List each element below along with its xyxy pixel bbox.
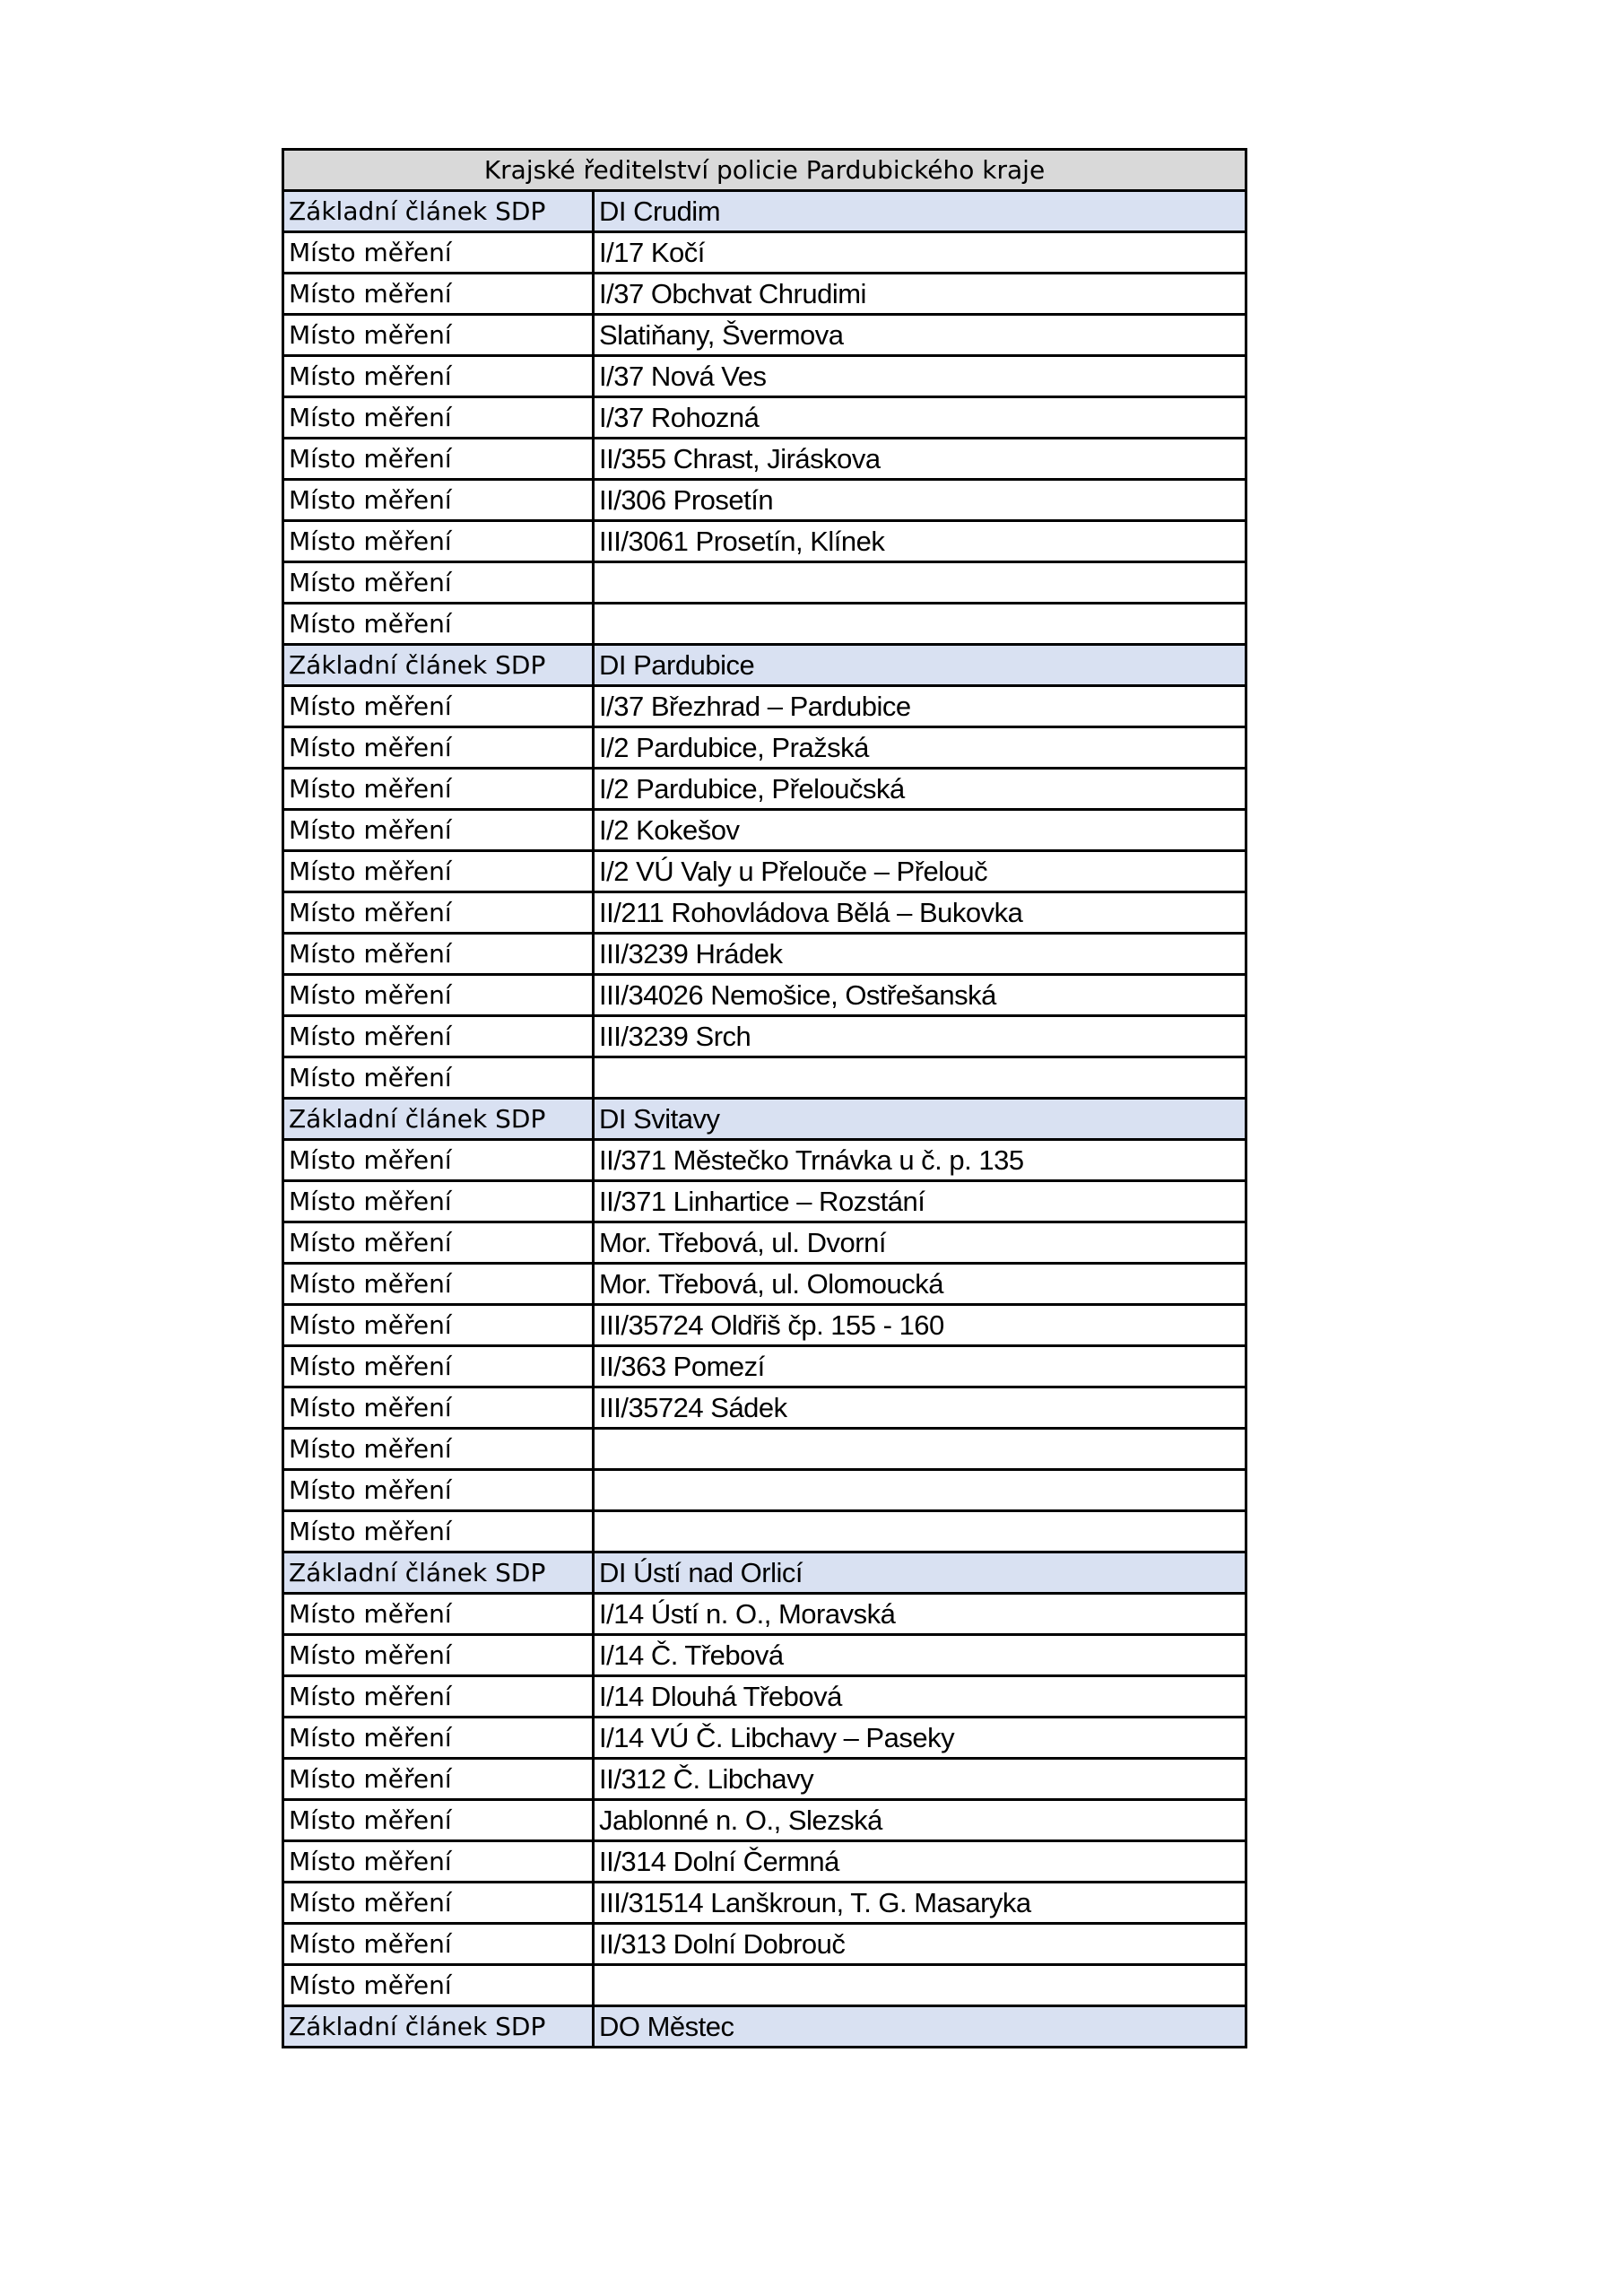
table-row bbox=[283, 1140, 1246, 1181]
row-value-cell: II/355 Chrast, Jiráskova bbox=[594, 439, 1246, 480]
table-row bbox=[283, 1264, 1246, 1305]
table-body bbox=[283, 150, 1246, 2048]
row-value-cell bbox=[594, 604, 1246, 645]
row-value-cell bbox=[594, 1511, 1246, 1552]
row-label-cell: Místo měření bbox=[283, 1057, 594, 1099]
row-label-cell: Místo měření bbox=[283, 1676, 594, 1718]
section-label-cell: Základní článek SDP bbox=[283, 1099, 594, 1140]
row-value-cell: I/37 Obchvat Chrudimi bbox=[594, 274, 1246, 315]
row-value-cell: III/3061 Prosetín, Klínek bbox=[594, 521, 1246, 562]
row-value-cell: I/14 Dlouhá Třebová bbox=[594, 1676, 1246, 1718]
row-label-cell: Místo měření bbox=[283, 562, 594, 604]
row-label-cell: Místo měření bbox=[283, 1470, 594, 1511]
row-label-cell: Místo měření bbox=[283, 810, 594, 851]
row-label-cell: Místo měření bbox=[283, 1346, 594, 1387]
row-label-cell: Místo měření bbox=[283, 1800, 594, 1841]
row-value-cell: Slatiňany, Švermova bbox=[594, 315, 1246, 356]
row-label-cell: Místo měření bbox=[283, 1965, 594, 2006]
row-value-cell bbox=[594, 1470, 1246, 1511]
section-name-cell: DO Městec bbox=[594, 2006, 1246, 2048]
row-value-cell bbox=[594, 1965, 1246, 2006]
row-label-cell: Místo měření bbox=[283, 1222, 594, 1264]
row-label-cell: Místo měření bbox=[283, 439, 594, 480]
table-row bbox=[283, 604, 1246, 645]
row-value-cell: I/37 Rohozná bbox=[594, 397, 1246, 439]
row-value-cell bbox=[594, 1057, 1246, 1099]
section-name-cell: DI Ústí nad Orlicí bbox=[594, 1552, 1246, 1594]
row-label-cell: Místo měření bbox=[283, 686, 594, 727]
section-name-cell: DI Svitavy bbox=[594, 1099, 1246, 1140]
table-row bbox=[283, 562, 1246, 604]
row-value-cell: I/37 Nová Ves bbox=[594, 356, 1246, 397]
table-title: Krajské ředitelství policie Pardubického kraje bbox=[283, 150, 1246, 191]
table-row bbox=[283, 892, 1246, 934]
row-value-cell: II/371 Linhartice – Rozstání bbox=[594, 1181, 1246, 1222]
row-value-cell bbox=[594, 562, 1246, 604]
row-label-cell: Místo měření bbox=[283, 1511, 594, 1552]
row-value-cell: I/2 Pardubice, Přeloučská bbox=[594, 769, 1246, 810]
row-value-cell: III/34026 Nemošice, Ostřešanská bbox=[594, 975, 1246, 1016]
row-label-cell: Místo měření bbox=[283, 397, 594, 439]
row-value-cell: III/35724 Oldřiš čp. 155 - 160 bbox=[594, 1305, 1246, 1346]
row-value-cell: Jablonné n. O., Slezská bbox=[594, 1800, 1246, 1841]
table-row bbox=[283, 315, 1246, 356]
table-row bbox=[283, 1470, 1246, 1511]
table-row bbox=[283, 1883, 1246, 1924]
table-row bbox=[283, 1635, 1246, 1676]
table-row bbox=[283, 521, 1246, 562]
row-label-cell: Místo měření bbox=[283, 1429, 594, 1470]
row-label-cell: Místo měření bbox=[283, 1924, 594, 1965]
table-row bbox=[283, 769, 1246, 810]
table-row bbox=[283, 810, 1246, 851]
table-row bbox=[283, 1181, 1246, 1222]
row-label-cell: Místo měření bbox=[283, 1264, 594, 1305]
row-label-cell: Místo měření bbox=[283, 975, 594, 1016]
row-value-cell: III/35724 Sádek bbox=[594, 1387, 1246, 1429]
table-row bbox=[283, 686, 1246, 727]
row-value-cell: II/363 Pomezí bbox=[594, 1346, 1246, 1387]
row-value-cell: II/211 Rohovládova Bělá – Bukovka bbox=[594, 892, 1246, 934]
row-label-cell: Místo měření bbox=[283, 1181, 594, 1222]
table-row bbox=[283, 1841, 1246, 1883]
table-row bbox=[283, 1800, 1246, 1841]
row-value-cell: I/14 Č. Třebová bbox=[594, 1635, 1246, 1676]
row-value-cell: II/314 Dolní Čermná bbox=[594, 1841, 1246, 1883]
row-label-cell: Místo měření bbox=[283, 1718, 594, 1759]
row-label-cell: Místo měření bbox=[283, 1594, 594, 1635]
row-label-cell: Místo měření bbox=[283, 274, 594, 315]
row-value-cell: III/3239 Srch bbox=[594, 1016, 1246, 1057]
section-header-row bbox=[283, 191, 1246, 232]
row-label-cell: Místo měření bbox=[283, 1140, 594, 1181]
row-value-cell: I/14 VÚ Č. Libchavy – Paseky bbox=[594, 1718, 1246, 1759]
section-name-cell: DI Crudim bbox=[594, 191, 1246, 232]
table-row bbox=[283, 1057, 1246, 1099]
measurement-locations-table bbox=[282, 148, 1247, 2048]
table-row bbox=[283, 1924, 1246, 1965]
section-label-cell: Základní článek SDP bbox=[283, 1552, 594, 1594]
section-label-cell: Základní článek SDP bbox=[283, 645, 594, 686]
table-row bbox=[283, 232, 1246, 274]
section-name-cell: DI Pardubice bbox=[594, 645, 1246, 686]
row-label-cell: Místo měření bbox=[283, 1016, 594, 1057]
row-value-cell: I/2 Pardubice, Pražská bbox=[594, 727, 1246, 769]
section-header-row bbox=[283, 2006, 1246, 2048]
row-value-cell bbox=[594, 1429, 1246, 1470]
table-row bbox=[283, 1016, 1246, 1057]
row-label-cell: Místo měření bbox=[283, 480, 594, 521]
table-row bbox=[283, 1759, 1246, 1800]
row-value-cell: II/313 Dolní Dobrouč bbox=[594, 1924, 1246, 1965]
row-value-cell: II/306 Prosetín bbox=[594, 480, 1246, 521]
row-label-cell: Místo měření bbox=[283, 769, 594, 810]
row-value-cell: I/37 Březhrad – Pardubice bbox=[594, 686, 1246, 727]
row-label-cell: Místo měření bbox=[283, 892, 594, 934]
table-row bbox=[283, 1429, 1246, 1470]
table-row bbox=[283, 356, 1246, 397]
table-row bbox=[283, 1222, 1246, 1264]
row-label-cell: Místo měření bbox=[283, 934, 594, 975]
row-value-cell: Mor. Třebová, ul. Dvorní bbox=[594, 1222, 1246, 1264]
table-row bbox=[283, 851, 1246, 892]
table-row bbox=[283, 1676, 1246, 1718]
row-label-cell: Místo měření bbox=[283, 521, 594, 562]
table-row bbox=[283, 274, 1246, 315]
row-value-cell: I/2 Kokešov bbox=[594, 810, 1246, 851]
table-row bbox=[283, 1511, 1246, 1552]
row-value-cell: II/371 Městečko Trnávka u č. p. 135 bbox=[594, 1140, 1246, 1181]
table-row bbox=[283, 1594, 1246, 1635]
row-value-cell: I/17 Kočí bbox=[594, 232, 1246, 274]
table-row bbox=[283, 1718, 1246, 1759]
row-label-cell: Místo měření bbox=[283, 851, 594, 892]
row-label-cell: Místo měření bbox=[283, 356, 594, 397]
row-label-cell: Místo měření bbox=[283, 1759, 594, 1800]
row-value-cell: III/3239 Hrádek bbox=[594, 934, 1246, 975]
row-label-cell: Místo měření bbox=[283, 727, 594, 769]
row-label-cell: Místo měření bbox=[283, 315, 594, 356]
table-row bbox=[283, 975, 1246, 1016]
row-label-cell: Místo měření bbox=[283, 1841, 594, 1883]
row-value-cell: Mor. Třebová, ul. Olomoucká bbox=[594, 1264, 1246, 1305]
row-value-cell: I/14 Ústí n. O., Moravská bbox=[594, 1594, 1246, 1635]
row-label-cell: Místo měření bbox=[283, 1387, 594, 1429]
table-row bbox=[283, 1965, 1246, 2006]
row-label-cell: Místo měření bbox=[283, 604, 594, 645]
section-header-row bbox=[283, 1099, 1246, 1140]
row-value-cell: I/2 VÚ Valy u Přelouče – Přelouč bbox=[594, 851, 1246, 892]
section-header-row bbox=[283, 645, 1246, 686]
table-row bbox=[283, 439, 1246, 480]
table-row bbox=[283, 934, 1246, 975]
table-row bbox=[283, 1387, 1246, 1429]
row-value-cell: III/31514 Lanškroun, T. G. Masaryka bbox=[594, 1883, 1246, 1924]
section-label-cell: Základní článek SDP bbox=[283, 2006, 594, 2048]
row-label-cell: Místo měření bbox=[283, 232, 594, 274]
table-row bbox=[283, 1305, 1246, 1346]
row-label-cell: Místo měření bbox=[283, 1305, 594, 1346]
title-row bbox=[283, 150, 1246, 191]
table-row bbox=[283, 397, 1246, 439]
section-header-row bbox=[283, 1552, 1246, 1594]
row-value-cell: II/312 Č. Libchavy bbox=[594, 1759, 1246, 1800]
row-label-cell: Místo měření bbox=[283, 1883, 594, 1924]
row-label-cell: Místo měření bbox=[283, 1635, 594, 1676]
table-row bbox=[283, 727, 1246, 769]
table-row bbox=[283, 1346, 1246, 1387]
table-row bbox=[283, 480, 1246, 521]
section-label-cell: Základní článek SDP bbox=[283, 191, 594, 232]
